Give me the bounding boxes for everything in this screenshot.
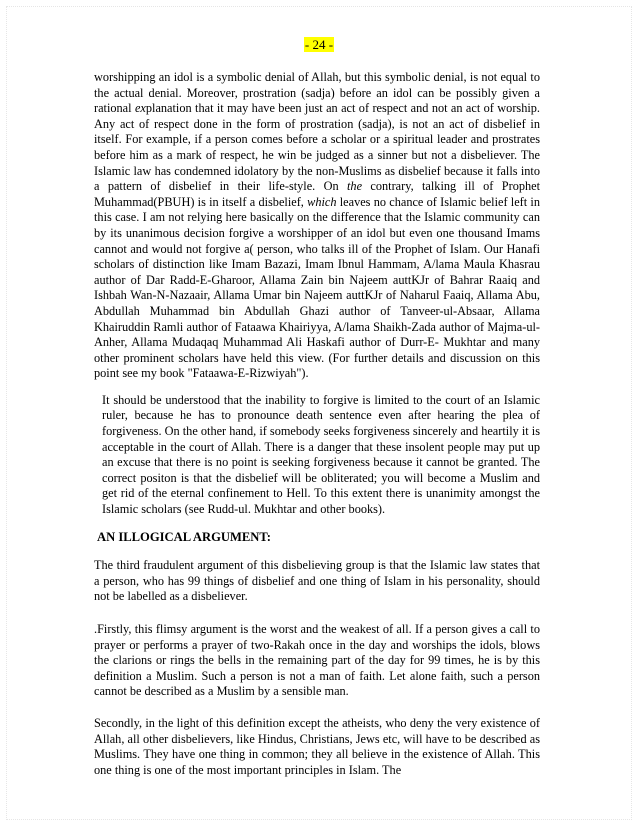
paragraph-firstly: .Firstly, this flimsy argument is the worst and the weakest of all. If a person gives a call to prayer or performs a prayer of two-Rakah once in the day and worships the idols, blows the clarions or rings the bells in the remaining part of the day for 99 times, he is by this definition a Muslim. Such a person is not a man of faith. Let alone faith, such a person cannot be described as a Muslim by a sensible man. [94,622,540,699]
paragraph-secondly: Secondly, in the light of this definition except the atheists, who deny the very existence of Allah, all other disbelievers, like Hindus, Christians, Jews etc, will have to be described as Muslims. They have one thing in common; they all believe in the existence of Allah. This one thing is one of the most important principles in Islam. The [94,715,540,777]
paragraph-third-argument: The third fraudulent argument of this disbelieving group is that the Islamic law states that a person, who has 99 things of disbelief and one thing of Islam in his personality, should not be labelled as a disbeliever. [94,558,540,604]
paragraph-text: worshipping an idol is a symbolic denial of Allah, but this symbolic denial, is not equal to the actual denial. Moreover, prostration (sadja) before an idol can be possibly given a rational [94,70,540,116]
paragraph-forgiveness: It should be understood that the inability to forgive is limited to the court of an Islamic ruler, because he has to pronounce death sentence even after hearing the plea of forgiveness. On the other hand, if somebody seeks forgiveness sincerely and heartily it is acceptable in the court of Allah. There is a danger that these insolent people may put up an excuse that there is no point is seeking forgiveness because it cannot be granted. The correct positon is that the disbelief will be obliterated; you will become a Muslim and get rid of the eternal confinement to Hell. To this extent there is unanimity amongst the Islamic scholars (see Rudd-ul. Mukhtar and other books). [102,392,540,517]
page-number [0,37,638,53]
section-heading: AN ILLOGICAL ARGUMENT: [97,529,271,544]
document-body [94,70,540,778]
paragraph-text: contrary, talking ill of Prophet Muhammad(PBUH) is in itself a disbelief, [94,179,541,209]
paragraph-text: planation that it may have been just an act of respect and not an act of worship. Any act of respect done in the form of prostration (sadja), is not an act of disbelief in itself. For example, if a person comes before a scholar or a spiritual leader and prostrates before him as a mark of respect, he win be judged as a sinner but not a disbeliever. The Islamic law has condemned idolatory by the non-Muslims as disbelief because it falls into a pattern of disbelief in their life-style. On [94,101,540,194]
paragraph-text: leaves no chance of Islamic belief left in this case. I am not relying here basically on the difference that the Islamic community can by its unanimous decision forgive a worshipper of an idol but even one thousand Imams cannot and would not forgive a( person, who talks ill of the Prophet of Islam. Our Hanafi scholars of distinction like Imam Bazazi, Imam Ibnul Hammam, A/lama Maula Khasrau author of Dar Radd-E-Gharoor, Allama Zain bin Najeem auttKJr of Bahrar Raaiq and Ishbah Wan-N-Nazaair, Allama Umar bin Najeem auttKJr of Naharul Faaiq, Allama Abu, Abdullah Muhammad bin Abdullah Ghazi author of Tanveer-ul-Absaar, Allama Khairuddin Ramli author of Fataawa Khairiyya, A/lama Shaikh-Zada author of Majma-ul-Anher, Allama Mudaqaq Muhammad Ali Haskafi author of Durr-E- Mukhtar and many other prominent scholars have held this view. (For further details and discussion on this point see my book "Fataawa-E-Rizwiyah"). [94,194,540,381]
italic-text: the [347,179,363,194]
page-number-highlight: - 24 - [304,37,334,52]
italic-text: which [307,194,337,209]
italic-text: ex [134,101,146,116]
paragraph-idol-worship [94,70,540,382]
